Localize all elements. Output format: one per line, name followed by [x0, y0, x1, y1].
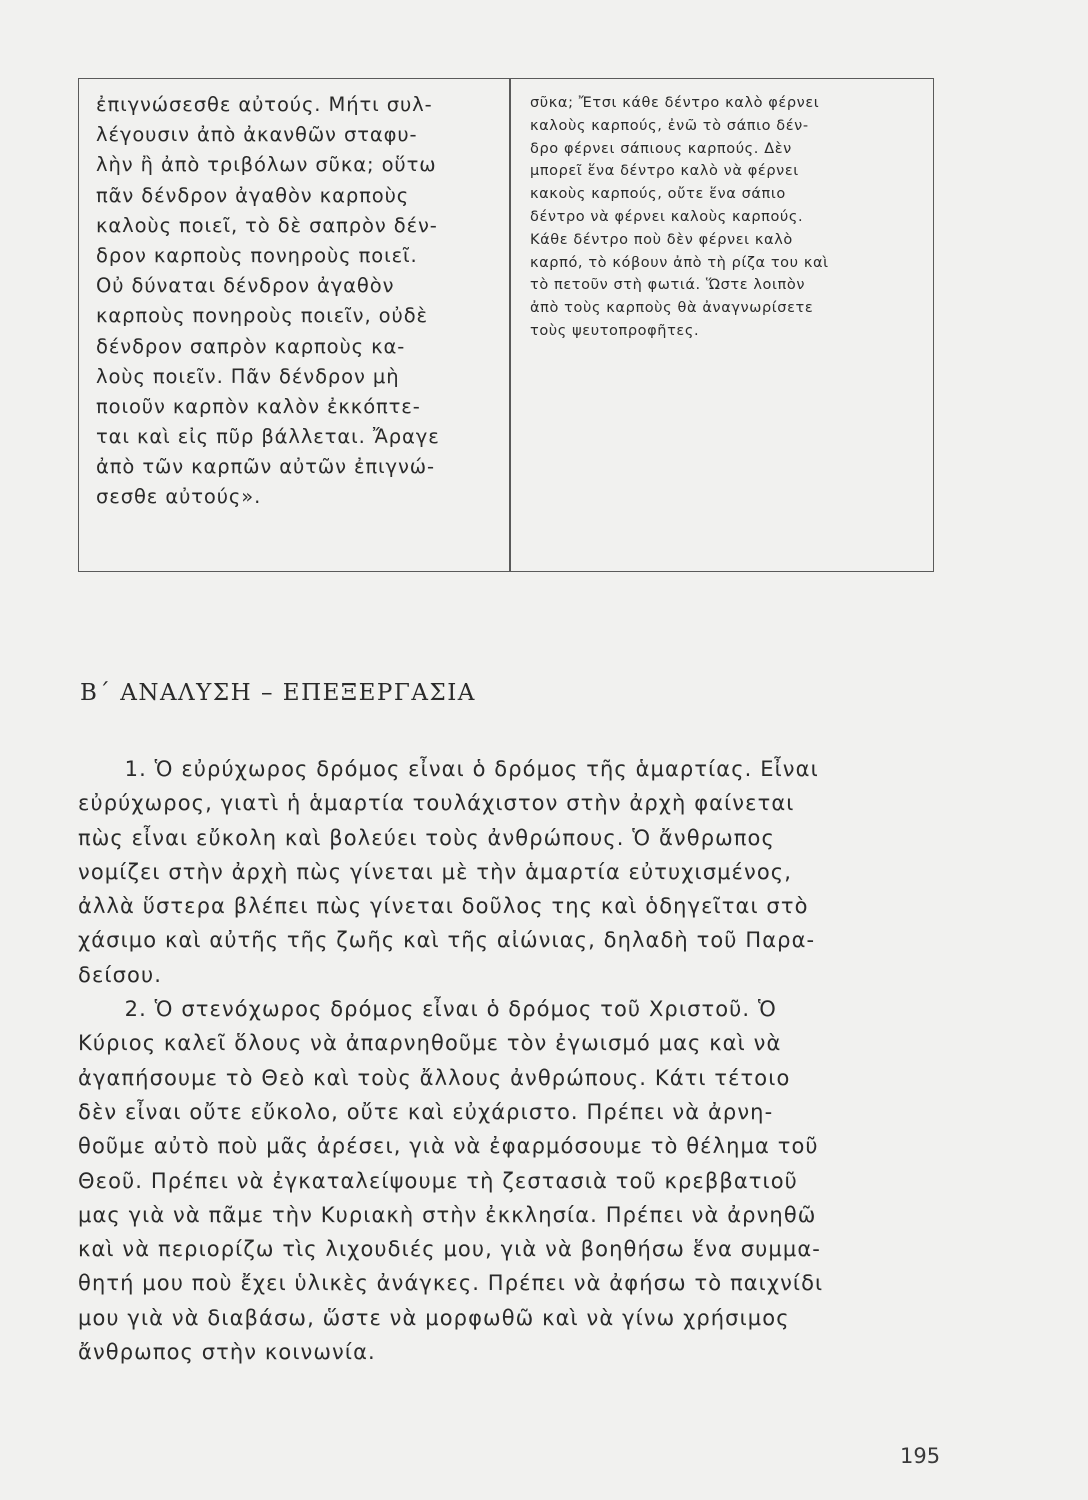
- text-line: πὼς εἶναι εὔκολη καὶ βολεύει τοὺς ἀνθρώπους. Ὁ ἄνθρωπος: [78, 825, 775, 850]
- text-line: ποιοῦν καρπὸν καλὸν ἐκκόπτε-: [96, 394, 421, 418]
- text-line: χάσιμο καὶ αὐτῆς τῆς ζωῆς καὶ τῆς αἰώνιας, δηλαδὴ τοῦ Παρα-: [78, 928, 816, 953]
- text-line: δὲν εἶναι οὔτε εὔκολο, οὔτε καὶ εὐχάριστο. Πρέπει νὰ ἀρνη-: [78, 1099, 774, 1124]
- text-line: Κάθε δέντρο ποὺ δὲν φέρνει καλὸ: [530, 231, 793, 248]
- text-line: μας γιὰ νὰ πᾶμε τὴν Κυριακὴ στὴν ἐκκλησία. Πρέπει νὰ ἀρνηθῶ: [78, 1202, 817, 1227]
- text-line: θητή μου ποὺ ἔχει ὑλικὲς ἀνάγκες. Πρέπει νὰ ἀφήσω τὸ παιχνίδι: [78, 1271, 824, 1296]
- text-line: 2. Ὁ στενόχωρος δρόμος εἶναι ὁ δρόμος τοῦ Χριστοῦ. Ὁ: [78, 997, 777, 1022]
- text-line: καλοὺς καρπούς, ἐνῶ τὸ σάπιο δέν-: [530, 117, 809, 134]
- text-line: κακοὺς καρπούς, οὔτε ἕνα σάπιο: [530, 186, 786, 203]
- translation-column: [530, 92, 926, 343]
- text-line: σῦκα; Ἔτσι κάθε δέντρο καλὸ φέρνει: [530, 95, 820, 111]
- text-line: καρπό, τὸ κόβουν ἀπὸ τὴ ρίζα του καὶ: [530, 254, 829, 271]
- text-line: δρον καρποὺς πονηροὺς ποιεῖ.: [96, 243, 418, 267]
- text-line: τοὺς ψευτοπροφῆτες.: [530, 322, 700, 339]
- text-line: Οὐ δύναται δένδρον ἀγαθὸν: [96, 274, 395, 298]
- text-line: ἀπὸ τοὺς καρποὺς θὰ ἀναγνωρίσετε: [530, 300, 814, 317]
- text-line: δείσου.: [78, 962, 162, 987]
- text-line: 1. Ὁ εὐρύχωρος δρόμος εἶναι ὁ δρόμος τῆς ἁμαρτίας. Εἶναι: [78, 757, 819, 781]
- text-line: λέγουσιν ἀπὸ ἀκανθῶν σταφυ-: [96, 123, 418, 147]
- text-line: ἀπὸ τῶν καρπῶν αὐτῶν ἐπιγνώ-: [96, 455, 435, 479]
- paragraph-1: [78, 752, 948, 992]
- text-line: ἀγαπήσουμε τὸ Θεὸ καὶ τοὺς ἄλλους ἀνθρώπους. Κάτι τέτοιο: [78, 1065, 791, 1090]
- text-line: λοὺς ποιεῖν. Πᾶν δένδρον μὴ: [96, 364, 400, 388]
- text-line: λὴν ἢ ἀπὸ τριβόλων σῦκα; οὕτω: [96, 153, 437, 177]
- text-line: πᾶν δένδρον ἀγαθὸν καρποὺς: [96, 183, 410, 207]
- text-line: τὸ πετοῦν στὴ φωτιά. Ὥστε λοιπὸν: [530, 277, 806, 294]
- text-line: Κύριος καλεῖ ὅλους νὰ ἀπαρνηθοῦμε τὸν ἐγωισμό μας καὶ νὰ: [78, 1031, 782, 1056]
- section-heading: Β΄ ΑΝΑΛΥΣΗ – ΕΠΕΞΕΡΓΑΣΙΑ: [80, 680, 476, 706]
- paragraph-2: [78, 992, 948, 1369]
- text-line: ἀλλὰ ὕστερα βλέπει πὼς γίνεται δοῦλος της καὶ ὁδηγεῖται στὸ: [78, 894, 809, 919]
- text-line: καλοὺς ποιεῖ, τὸ δὲ σαπρὸν δέν-: [96, 213, 438, 237]
- text-line: θοῦμε αὐτὸ ποὺ μᾶς ἀρέσει, γιὰ νὰ ἐφαρμόσουμε τὸ θέλημα τοῦ: [78, 1134, 819, 1159]
- text-line: καὶ νὰ περιορίζω τὶς λιχουδιές μου, γιὰ νὰ βοηθήσω ἕνα συμμα-: [78, 1237, 821, 1262]
- text-line: καρποὺς πονηροὺς ποιεῖν, οὐδὲ: [96, 304, 428, 328]
- analysis-body: [78, 752, 948, 1369]
- text-line: νομίζει στὴν ἀρχὴ πὼς γίνεται μὲ τὴν ἁμαρτία εὐτυχισμένος,: [78, 859, 792, 884]
- text-line: ἐπιγνώσεσθε αὐτούς. Μήτι συλ-: [96, 93, 433, 116]
- text-line: δρο φέρνει σάπιους καρπούς. Δὲν: [530, 140, 792, 157]
- page-number: 195: [900, 1444, 941, 1468]
- text-line: μπορεῖ ἕνα δέντρο καλὸ νὰ φέρνει: [530, 163, 799, 180]
- text-line: Θεοῦ. Πρέπει νὰ ἐγκαταλείψουμε τὴ ζεστασιὰ τοῦ κρεββατιοῦ: [78, 1168, 798, 1193]
- ancient-text-column: [96, 90, 496, 513]
- text-line: δέντρο νὰ φέρνει καλοὺς καρπούς.: [530, 208, 804, 225]
- text-line: σεσθε αὐτούς».: [96, 485, 262, 509]
- text-line: ἄνθρωπος στὴν κοινωνία.: [78, 1340, 376, 1365]
- text-line: μου γιὰ νὰ διαβάσω, ὥστε νὰ μορφωθῶ καὶ νὰ γίνω χρήσιμος: [78, 1305, 790, 1330]
- text-line: ται καὶ εἰς πῦρ βάλλεται. Ἄραγε: [96, 425, 440, 449]
- text-line: δένδρον σαπρὸν καρποὺς κα-: [96, 334, 406, 358]
- text-line: εὐρύχωρος, γιατὶ ἡ ἁμαρτία τουλάχιστον στὴν ἀρχὴ φαίνεται: [78, 791, 795, 816]
